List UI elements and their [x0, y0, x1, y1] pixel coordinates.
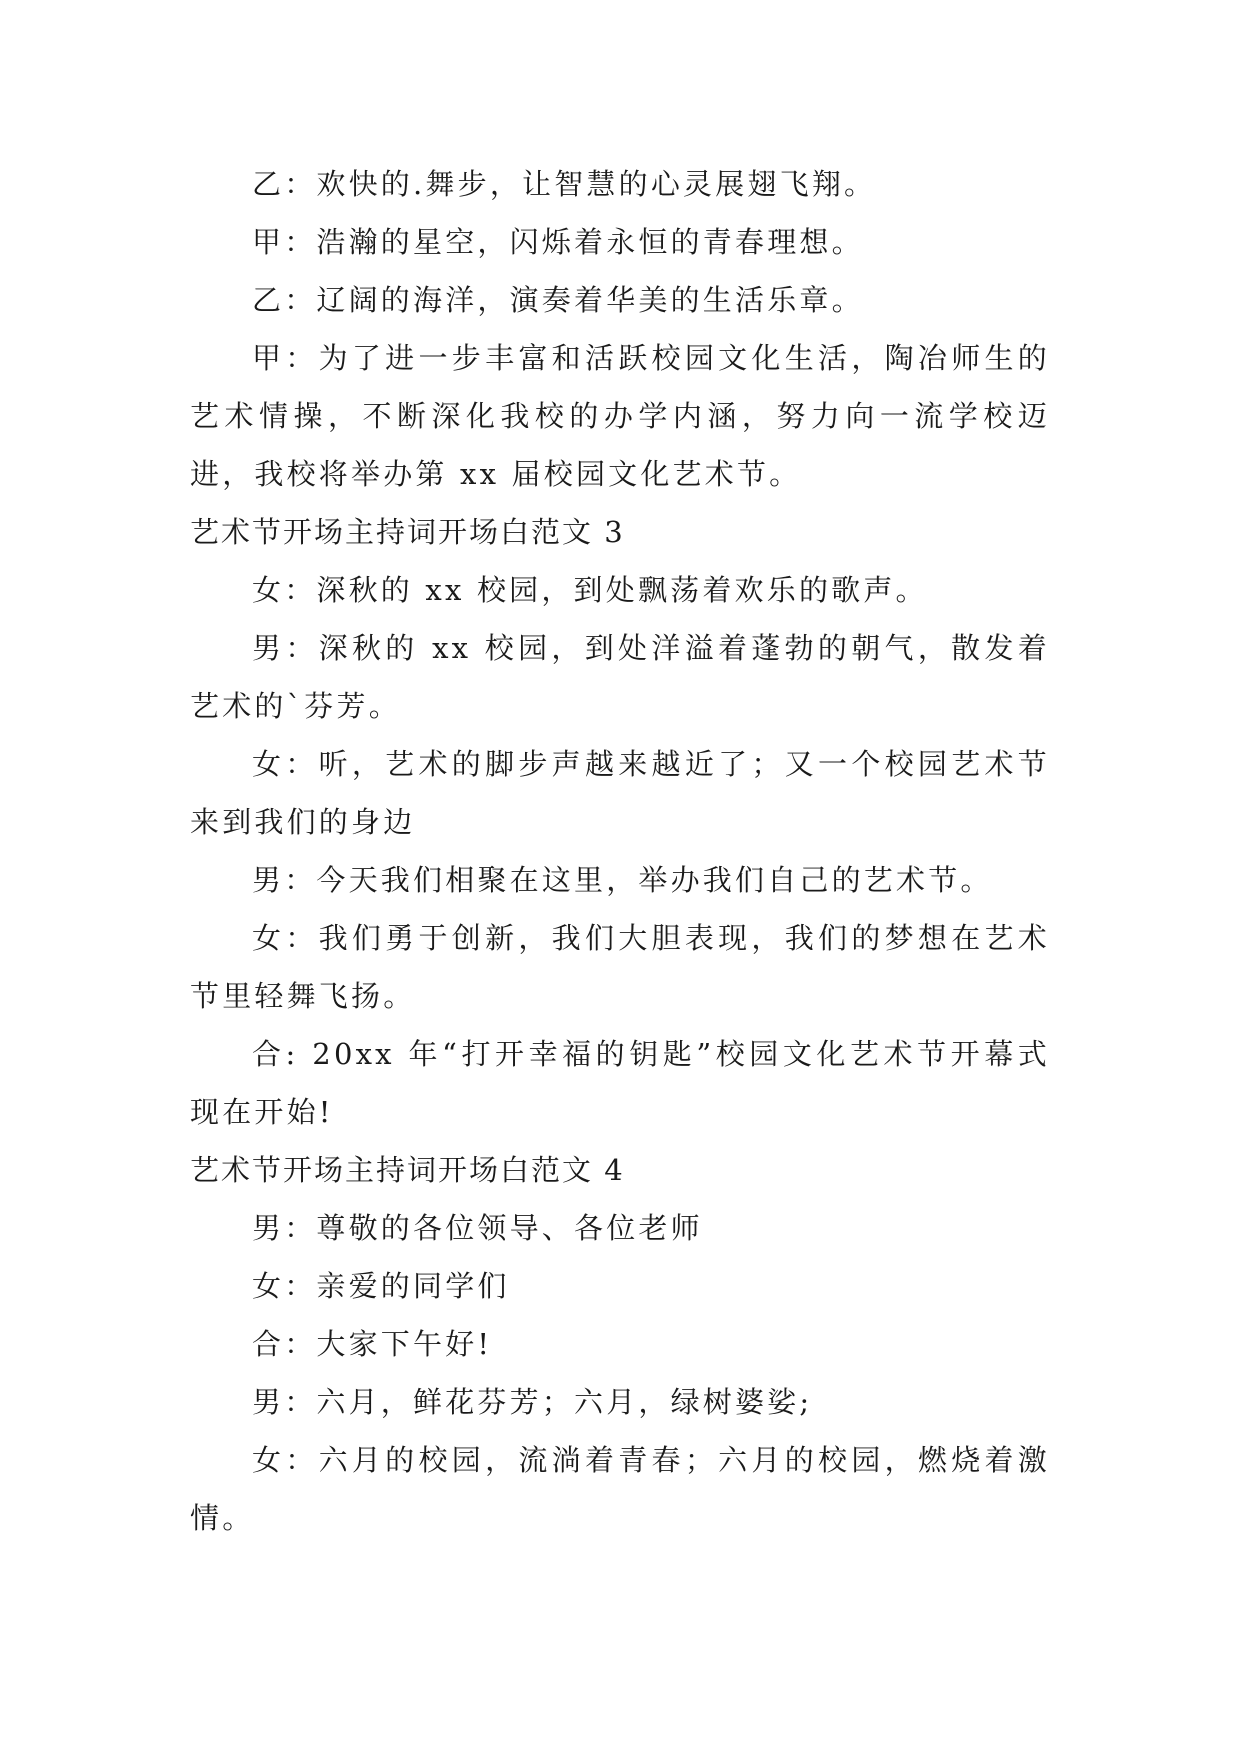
dialogue-line: 甲：浩瀚的星空，闪烁着永恒的青春理想。 — [252, 225, 864, 259]
dialogue-line: 男：六月，鲜花芬芳；六月，绿树婆娑; — [252, 1385, 813, 1419]
section-heading: 艺术节开场主持词开场白范文 4 — [190, 1153, 625, 1187]
dialogue-line: 女：亲爱的同学们 — [252, 1269, 510, 1303]
dialogue-line: 女：听，艺术的脚步声越来越近了；又一个校园艺术节来到我们的身边 — [190, 747, 1050, 839]
dialogue-line: 女：六月的校园，流淌着青春；六月的校园，燃烧着激情。 — [190, 1443, 1050, 1535]
dialogue-line: 合：大家下午好! — [252, 1327, 493, 1361]
dialogue-line: 乙：欢快的.舞步，让智慧的心灵展翅飞翔。 — [252, 167, 877, 201]
dialogue-line: 女：我们勇于创新，我们大胆表现，我们的梦想在艺术节里轻舞飞扬。 — [190, 921, 1050, 1013]
dialogue-line: 男：今天我们相聚在这里，举办我们自己的艺术节。 — [252, 863, 993, 897]
dialogue-line: 乙：辽阔的海洋，演奏着华美的生活乐章。 — [252, 283, 864, 317]
dialogue-line: 男：尊敬的各位领导、各位老师 — [252, 1211, 703, 1245]
document-page — [190, 155, 1050, 1547]
dialogue-line: 合: 20xx 年“打开幸福的钥匙”校园文化艺术节开幕式现在开始! — [190, 1037, 1050, 1129]
dialogue-line: 男：深秋的 xx 校园，到处洋溢着蓬勃的朝气，散发着艺术的`芬芳。 — [190, 631, 1050, 723]
dialogue-line: 女：深秋的 xx 校园，到处飘荡着欢乐的歌声。 — [252, 573, 928, 607]
dialogue-line: 甲：为了进一步丰富和活跃校园文化生活，陶冶师生的艺术情操，不断深化我校的办学内涵，努力向一流学校迈进，我校将举办第 xx 届校园文化艺术节。 — [190, 341, 1050, 491]
section-heading: 艺术节开场主持词开场白范文 3 — [190, 515, 625, 549]
